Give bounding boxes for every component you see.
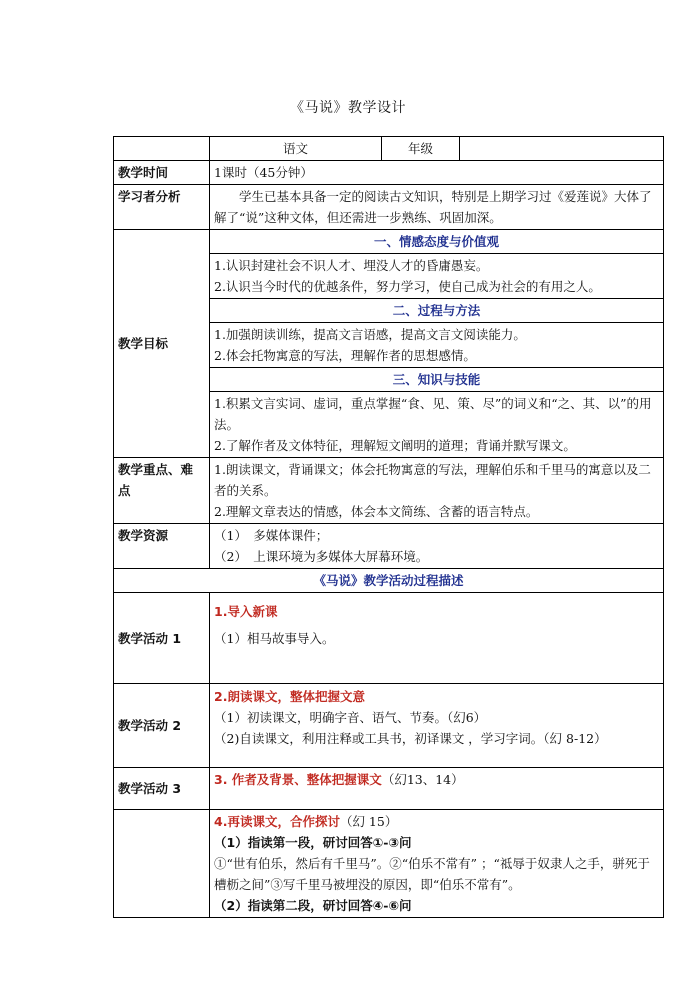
lesson-plan-table (113, 136, 664, 918)
header-blank-cell (114, 137, 210, 161)
grade-label-cell: 年级 (382, 137, 460, 161)
keypoints-body (210, 458, 664, 524)
grade-value-cell (460, 137, 664, 161)
activity-2-heading: 2.朗读课文，整体把握文意 (214, 689, 365, 704)
activity-3-label: 教学活动 3 (114, 768, 210, 810)
activity-4-heading: 4.再读课文，合作探讨 (214, 814, 340, 829)
activity-2-label: 教学活动 2 (114, 684, 210, 768)
activity-2-row (114, 684, 664, 768)
process-heading-row (114, 569, 664, 593)
activity-4-label-cell (114, 810, 210, 918)
goals-item: 1.积累文言实词、虚词，重点掌握“食、见、策、尽”的词义和“之、其、以”的用法。 (214, 396, 652, 432)
activity-4-row (114, 810, 664, 918)
goals-section-3-heading: 三、知识与技能 (210, 368, 664, 392)
activity-1-body (210, 593, 664, 684)
goals-item: 2.体会托物寓意的写法，理解作者的思想感情。 (214, 348, 476, 363)
activity-2-line: （2)自读课文，利用注释或工具书，初译课文 ，学习字词。（幻 8-12） (214, 731, 607, 746)
activity-1-row (114, 593, 664, 684)
goals-item: 2.认识当今时代的优越条件，努力学习，使自己成为社会的有用之人。 (214, 279, 601, 294)
learner-label: 学习者分析 (114, 185, 210, 230)
goals-item: 2.了解作者及文体特征，理解短文阐明的道理；背诵并默写课文。 (214, 438, 576, 453)
goals-row-1 (114, 230, 664, 254)
time-value: 1课时（45分钟） (210, 161, 664, 185)
activity-4-subheading-2: （2）指读第二段，研讨回答④-⑥问 (214, 898, 412, 913)
time-row (114, 161, 664, 185)
activity-4-text-1: ①“世有伯乐，然后有千里马”。②“伯乐不常有” ；“祗辱于奴隶人之手，骈死于槽枥之间”③写千里马被埋没的原因，即“伯乐不常有”。 (214, 856, 650, 892)
activity-1-heading: 1.导入新课 (214, 604, 278, 619)
goals-section-2-heading: 二、过程与方法 (210, 299, 664, 323)
header-row (114, 137, 664, 161)
activity-1-line: （1）相马故事导入。 (214, 631, 335, 646)
learner-row (114, 185, 664, 230)
activity-4-body (210, 810, 664, 918)
keypoints-label: 教学重点、难点 (114, 458, 210, 524)
subject-cell: 语文 (210, 137, 382, 161)
goals-section-1-heading: 一、情感态度与价值观 (210, 230, 664, 254)
resources-row (114, 524, 664, 569)
goals-item: 1.认识封建社会不识人才、埋没人才的昏庸愚妄。 (214, 258, 489, 273)
activity-3-heading: 3. 作者及背景、整体把握课文 (214, 772, 382, 787)
activity-4-subheading-1: （1）指读第一段，研讨回答①-③问 (214, 835, 412, 850)
resources-item: （1） 多媒体课件； (214, 528, 329, 543)
goals-item: 1.加强朗读训练，提高文言语感，提高文言文阅读能力。 (214, 327, 526, 342)
resources-item: （2） 上课环境为多媒体大屏幕环境。 (214, 549, 429, 564)
keypoints-item: 1.朗读课文，背诵课文；体会托物寓意的写法，理解伯乐和千里马的寓意以及二者的关系。 (214, 462, 651, 498)
page-title: 《马说》教学设计 (290, 100, 406, 116)
activity-3-row (114, 768, 664, 810)
resources-body (210, 524, 664, 569)
activity-3-body (210, 768, 664, 810)
time-label: 教学时间 (114, 161, 210, 185)
goals-section-3-body (210, 392, 664, 458)
process-heading: 《马说》教学活动过程描述 (114, 569, 664, 593)
resources-label: 教学资源 (114, 524, 210, 569)
goals-section-2-body (210, 323, 664, 368)
activity-2-line: （1）初读课文，明确字音、语气、节奏。（幻6） (214, 710, 487, 725)
keypoints-row (114, 458, 664, 524)
goals-label: 教学目标 (114, 230, 210, 458)
learner-text: 学生已基本具备一定的阅读古文知识，特别是上期学习过《爱莲说》大体了解了“说”这种文体，但还需进一步熟练、巩固加深。 (210, 185, 664, 230)
activity-3-heading-suffix: （幻13、14） (381, 772, 464, 787)
keypoints-item: 2.理解文章表达的情感，体会本文简练、含蓄的语言特点。 (214, 504, 539, 519)
activity-4-heading-suffix: （幻 15） (339, 814, 398, 829)
activity-1-label: 教学活动 1 (114, 593, 210, 684)
activity-2-body (210, 684, 664, 768)
goals-section-1-body (210, 254, 664, 299)
